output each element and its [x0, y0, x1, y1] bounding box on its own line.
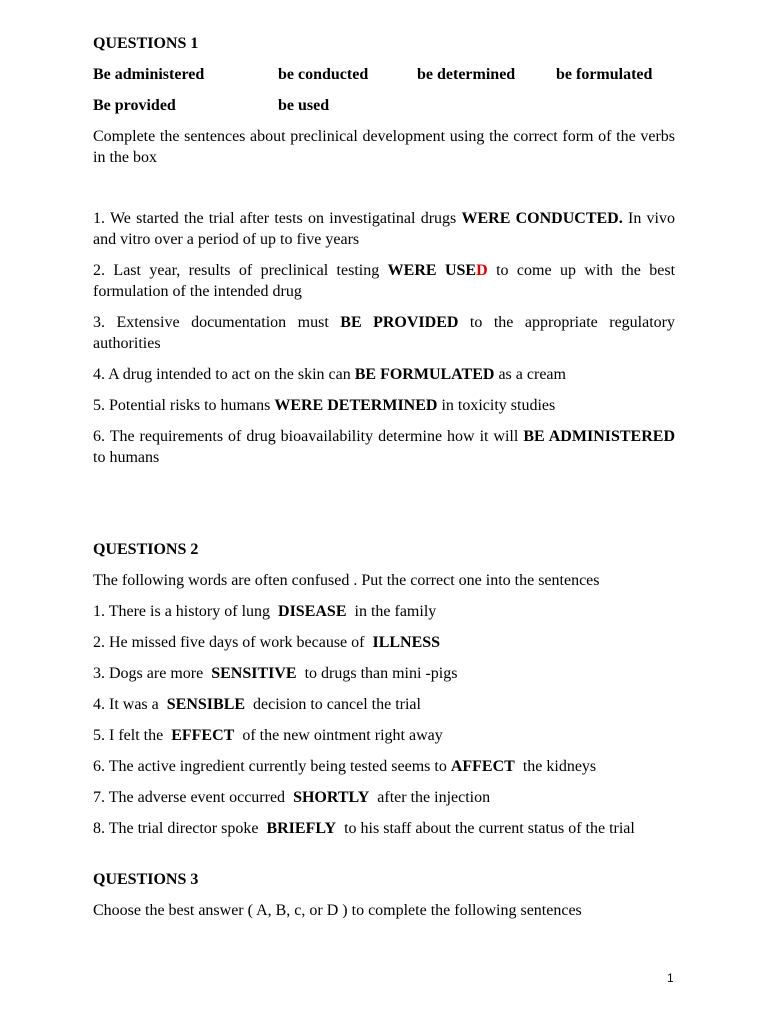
q1-item-6: 6. The requirements of drug bioavailability determine how it will BE ADMINISTERED to humans — [93, 428, 675, 466]
questions-2-instruction: The following words are often confused . Put the correct one into the sentences — [93, 572, 600, 589]
q1-item-3: 3. Extensive documentation must BE PROVIDED to the appropriate regulatory authorities — [93, 314, 675, 352]
verb-box-row-1 — [93, 64, 675, 85]
q2-item-4: 4. It was a SENSIBLE decision to cancel the trial — [93, 696, 421, 713]
verb-option: be used — [278, 97, 330, 114]
questions-3-title: QUESTIONS 3 — [93, 871, 199, 888]
verb-box-row-2 — [93, 95, 675, 116]
q1-item-2: 2. Last year, results of preclinical testing WERE USED to come up with the best formulation of the intended drug — [93, 262, 676, 300]
q2-item-6: 6. The active ingredient currently being tested seems to AFFECT the kidneys — [93, 758, 597, 775]
questions-1-title: QUESTIONS 1 — [93, 35, 199, 52]
questions-2-title: QUESTIONS 2 — [93, 541, 199, 558]
questions-3-instruction: Choose the best answer ( A, B, c, or D ) to complete the following sentences — [93, 902, 582, 919]
q2-item-7: 7. The adverse event occurred SHORTLY after the injection — [93, 789, 491, 806]
q1-item-5: 5. Potential risks to humans WERE DETERMINED in toxicity studies — [93, 397, 556, 414]
page-number: 1 — [667, 971, 674, 985]
q1-item-1: 1. We started the trial after tests on investigatinal drugs WERE CONDUCTED. In vivo and vitro over a period of up to five years — [93, 210, 675, 248]
q2-item-1: 1. There is a history of lung DISEASE in the family — [93, 603, 437, 620]
verb-option: Be administered — [93, 66, 205, 83]
document-page — [93, 33, 675, 931]
q2-item-2: 2. He missed five days of work because of ILLNESS — [93, 634, 441, 651]
verb-option: be conducted — [278, 66, 369, 83]
q2-item-3: 3. Dogs are more SENSITIVE to drugs than mini -pigs — [93, 665, 458, 682]
verb-option: be determined — [417, 66, 516, 83]
q1-item-4: 4. A drug intended to act on the skin can BE FORMULATED as a cream — [93, 366, 566, 383]
q2-item-8: 8. The trial director spoke BRIEFLY to his staff about the current status of the trial — [93, 820, 635, 837]
questions-1-instruction: Complete the sentences about preclinical development using the correct form of the verbs in the box — [93, 128, 675, 166]
q2-item-5: 5. I felt the EFFECT of the new ointment right away — [93, 727, 443, 744]
verb-option: Be provided — [93, 97, 176, 114]
verb-option: be formulated — [556, 66, 653, 83]
